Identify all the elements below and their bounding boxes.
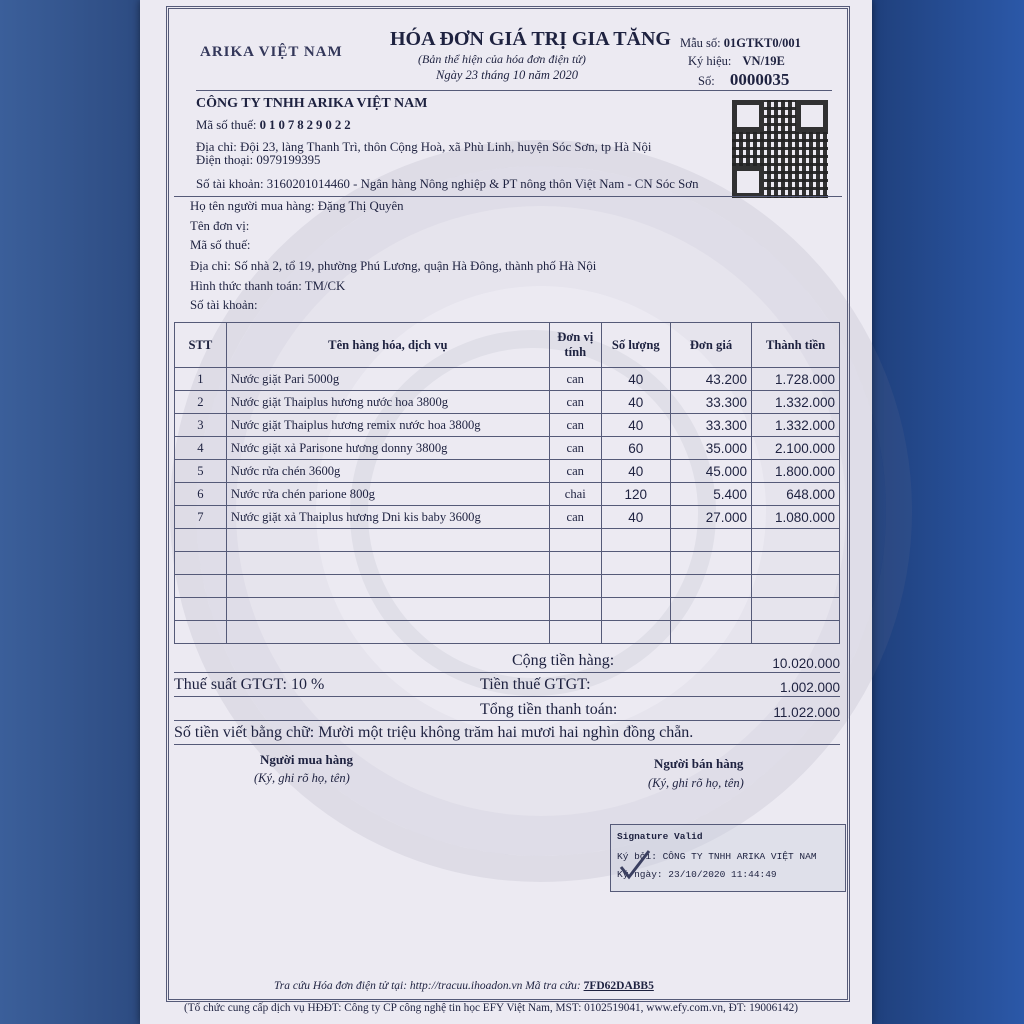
buyer-signature-title: Người mua hàng [260,752,354,767]
invoice-subtitle: (Bản thể hiện của hóa đơn điện tử) [418,52,586,66]
table-cell: 40 [601,391,670,414]
table-cell: Nước giặt xả Parisone hương donny 3800g [226,437,549,460]
table-cell: can [549,437,601,460]
table-cell: 35.000 [670,437,751,460]
invoice-title: HÓA ĐƠN GIÁ TRỊ GIA TĂNG [390,28,671,50]
seller-name: CÔNG TY TNHH ARIKA VIỆT NAM [196,96,428,111]
seller-divider [174,196,842,197]
table-cell: 60 [601,437,670,460]
table-cell: Nước rửa chén 3600g [226,460,549,483]
table-cell: chai [549,483,601,506]
table-row [175,506,840,529]
seller-account: Số tài khoản: 3160201014460 - Ngân hàng Nông nghiệp & PT nông thôn Việt Nam - CN Sóc Sơn [196,177,699,191]
buyer-signature-hint: (Ký, ghi rõ họ, tên) [254,771,350,785]
invoice-date: Ngày 23 tháng 10 năm 2020 [436,68,579,82]
col-qty: Số lượng [601,323,670,368]
col-unit: Đơn vị tính [549,323,601,368]
buyer-account: Số tài khoản: [190,298,258,312]
lookup-code: 7FD62DABB5 [583,980,654,992]
items-table [174,322,840,644]
lookup-info: Tra cứu Hóa đơn điện tử tại: http://tracuu.ihoadon.vn Mã tra cứu: 7FD62DABB5 [274,980,654,992]
subtotal-line [174,648,840,673]
seller-address: Địa chỉ: Đội 23, làng Thanh Trì, thôn Cộng Hoà, xã Phù Linh, huyện Sóc Sơn, tp Hà Nội [196,140,652,154]
brand-logo-text: ARIKA VIỆT NAM [200,44,343,60]
total-label: Tổng tiền thanh toán: [480,701,618,718]
table-cell: can [549,368,601,391]
table-cell: Nước giặt Thaiplus hương remix nước hoa 3800g [226,414,549,437]
col-amount: Thành tiền [752,323,840,368]
qr-code [732,100,828,198]
table-row [175,483,840,506]
table-cell: 40 [601,506,670,529]
subtotal-value: 10.020.000 [772,656,840,671]
table-cell: can [549,414,601,437]
seller-tax: Mã số thuế: 0107829022 [196,118,354,132]
col-price: Đơn giá [670,323,751,368]
table-cell: can [549,506,601,529]
table-cell: 2 [175,391,227,414]
table-cell: 2.100.000 [752,437,840,460]
table-cell: can [549,391,601,414]
empty-row [175,598,840,621]
table-cell: 40 [601,368,670,391]
table-cell: Nước giặt Thaiplus hương nước hoa 3800g [226,391,549,414]
seller-signature-hint: (Ký, ghi rõ họ, tên) [648,776,744,790]
table-row [175,368,840,391]
digital-signature-stamp [610,824,846,892]
background-left [0,0,150,1024]
stamp-title: Signature Valid [617,831,703,842]
table-cell: 27.000 [670,506,751,529]
seller-phone-line: Điện thoại: 0979199395 [196,153,321,167]
header-divider [196,90,832,91]
buyer-name: Họ tên người mua hàng: Đặng Thị Quyên [190,199,404,213]
provider-info: (Tổ chức cung cấp dịch vụ HĐĐT: Công ty CP công nghệ tin học EFY Việt Nam, MST: 0102519041, www.efy.com.vn, ĐT: 19006142) [184,1002,799,1014]
table-cell: 43.200 [670,368,751,391]
table-cell: 5.400 [670,483,751,506]
table-cell: 120 [601,483,670,506]
table-cell: 1 [175,368,227,391]
checkmark-icon [615,847,655,887]
table-cell: 1.728.000 [752,368,840,391]
table-row [175,460,840,483]
table-cell: Nước rửa chén parione 800g [226,483,549,506]
buyer-tax: Mã số thuế: [190,238,251,252]
total-line [174,696,840,721]
empty-row [175,529,840,552]
table-row [175,391,840,414]
table-cell: 7 [175,506,227,529]
table-cell: 648.000 [752,483,840,506]
table-cell: 3 [175,414,227,437]
vat-value: 1.002.000 [779,680,840,695]
buyer-address: Địa chỉ: Số nhà 2, tổ 19, phường Phú Lương, quận Hà Đông, thành phố Hà Nội [190,259,597,273]
buyer-payment: Hình thức thanh toán: TM/CK [190,279,346,293]
table-cell: 6 [175,483,227,506]
col-stt: STT [175,323,227,368]
stamp-signer: Ký bởi: CÔNG TY TNHH ARIKA VIỆT NAM [617,851,817,862]
table-cell: Nước giặt Pari 5000g [226,368,549,391]
stamp-date: Ký ngày: 23/10/2020 11:44:49 [617,869,777,880]
table-cell: 1.080.000 [752,506,840,529]
table-row [175,414,840,437]
col-name: Tên hàng hóa, dịch vụ [226,323,549,368]
table-cell: 5 [175,460,227,483]
empty-row [175,552,840,575]
table-cell: can [549,460,601,483]
table-cell: Nước giặt xả Thaiplus hương Dni kis baby 3600g [226,506,549,529]
amount-in-words: Số tiền viết bằng chữ: Mười một triệu không trăm hai mươi hai nghìn đồng chẵn. [174,724,694,741]
buyer-unit: Tên đơn vị: [190,219,250,233]
table-cell: 33.300 [670,414,751,437]
vat-line [174,672,840,697]
table-cell: 45.000 [670,460,751,483]
form-number: Mẫu số: 01GTKT0/001 [680,36,801,50]
invoice-paper [140,0,872,1024]
table-cell: 4 [175,437,227,460]
table-cell: 40 [601,414,670,437]
invoice-symbol: Ký hiệu: VN/19E [688,54,785,68]
table-cell: 40 [601,460,670,483]
table-cell: 1.800.000 [752,460,840,483]
invoice-number: Số: 0000035 [698,70,790,89]
empty-row [175,575,840,598]
table-cell: 33.300 [670,391,751,414]
amount-words-line [174,720,840,745]
total-value: 11.022.000 [773,705,840,720]
subtotal-label: Cộng tiền hàng: [512,652,615,669]
table-row [175,437,840,460]
table-cell: 1.332.000 [752,414,840,437]
seller-signature-title: Người bán hàng [654,756,744,771]
empty-row [175,621,840,644]
vat-label: Tiền thuế GTGT: [480,676,591,693]
table-cell: 1.332.000 [752,391,840,414]
vat-rate: Thuế suất GTGT: 10 % [174,676,325,693]
table-header-row [175,323,840,368]
